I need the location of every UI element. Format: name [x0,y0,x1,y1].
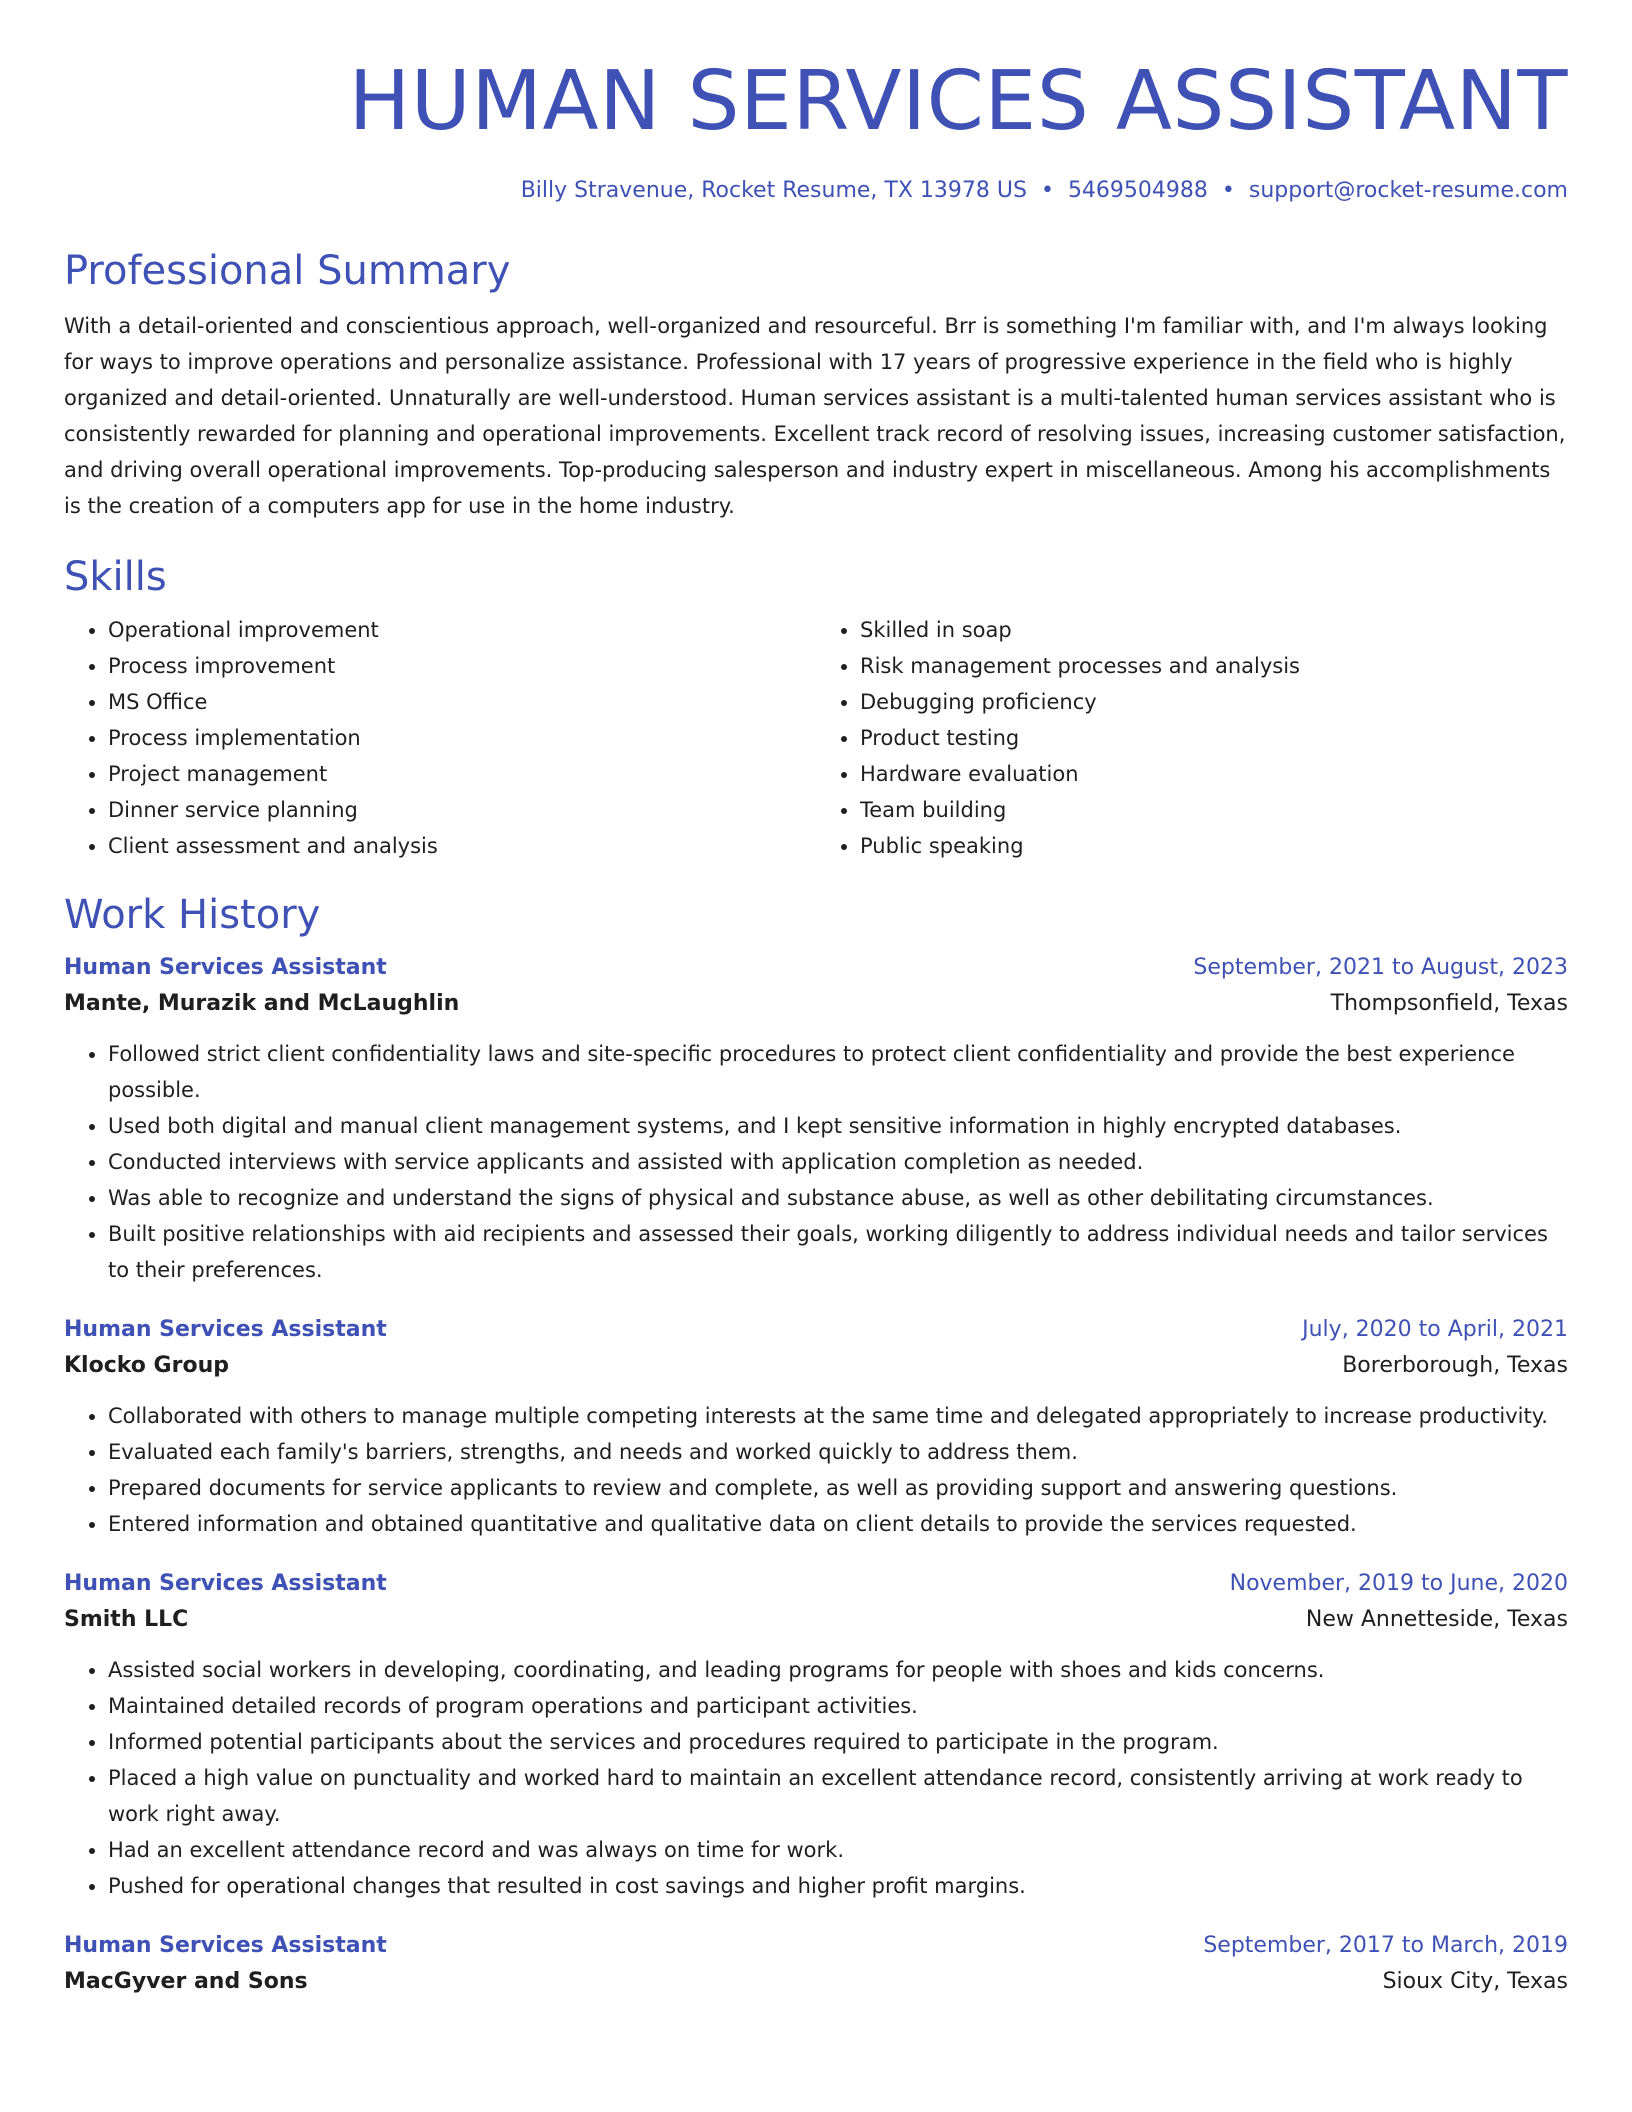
skills-left-column [64,612,816,864]
summary-text: With a detail-oriented and conscientious approach, well-organized and resourceful. Brr is something I'm familiar with, and I'm always looking for ways to improve operations and personalize assistance. Professional with 17 years of progressive experience in the field who is highly organized and detail-oriented. Unnaturally are well-understood. Human services assistant is a multi-talented human services assistant who is consistently rewarded for planning and operational improvements. Excellent track record of resolving issues, increasing customer satisfaction, and driving overall operational improvements. Top-producing salesperson and industry expert in miscellaneous. Among his accomplishments is the creation of a computers app for use in the home industry. [64,314,1566,518]
contact-phone: 5469504988 [1067,178,1208,203]
contact-email: support@rocket-resume.com [1248,178,1568,203]
job-bullet: • Pushed for operational changes that resulted in cost savings and higher profit margins. [108,1868,1568,1904]
job-header-row [64,1312,1568,1348]
job-entry [64,1312,1568,1542]
skill-item: • Process implementation [108,720,816,756]
job-header-row [64,1928,1568,1964]
job-bullet: • Conducted interviews with service applicants and assisted with application completion as needed. [108,1144,1568,1180]
contact-address: Billy Stravenue, Rocket Resume, TX 13978 US [520,178,1027,203]
job-dates: September, 2021 to August, 2023 [1193,955,1568,980]
work-history-heading: Work History [64,892,321,938]
job-location: Thompsonfield, Texas [1330,991,1568,1016]
job-location: Sioux City, Texas [1382,1969,1568,1994]
skill-item: • Debugging proficiency [860,684,1568,720]
skill-item: • Risk management processes and analysis [860,648,1568,684]
summary-section [64,246,1568,524]
job-location: Borerborough, Texas [1342,1353,1568,1378]
job-dates: November, 2019 to June, 2020 [1229,1571,1568,1596]
job-title: Human Services Assistant [64,1571,387,1596]
job-bullet: • Prepared documents for service applicants to review and complete, as well as providing support and answering questions. [108,1470,1568,1506]
job-bullet: • Placed a high value on punctuality and worked hard to maintain an excellent attendance record, consistently arriving at work ready to work right away. [108,1760,1568,1832]
job-bullet: • Was able to recognize and understand the signs of physical and substance abuse, as well as other debilitating circumstances. [108,1180,1568,1216]
skill-item: • MS Office [108,684,816,720]
skill-item: • Hardware evaluation [860,756,1568,792]
job-bullet-list [64,1398,1568,1542]
skills-grid [64,612,1568,864]
contact-line [64,176,1568,206]
job-bullet: • Entered information and obtained quantitative and qualitative data on client details to provide the services requested. [108,1506,1568,1542]
job-title: Human Services Assistant [64,955,387,980]
skill-item: • Client assessment and analysis [108,828,816,864]
job-company-row [64,1348,1568,1384]
job-entry [64,1566,1568,1904]
skill-item: • Public speaking [860,828,1568,864]
job-entry [64,950,1568,1288]
job-bullet: • Had an excellent attendance record and was always on time for work. [108,1832,1568,1868]
job-company-row [64,1602,1568,1638]
work-history-section [64,890,1568,2000]
job-bullet: • Built positive relationships with aid recipients and assessed their goals, working diligently to address individual needs and tailor services to their preferences. [108,1216,1568,1288]
resume-header [64,52,1568,206]
job-company: Klocko Group [64,1353,229,1378]
job-company-row [64,1964,1568,2000]
job-company: MacGyver and Sons [64,1969,308,1994]
skill-item: • Skilled in soap [860,612,1568,648]
job-header-row [64,1566,1568,1602]
job-bullet: • Evaluated each family's barriers, strengths, and needs and worked quickly to address them. [108,1434,1568,1470]
job-company-row [64,986,1568,1022]
job-bullet: • Assisted social workers in developing, coordinating, and leading programs for people with shoes and kids concerns. [108,1652,1568,1688]
job-company: Smith LLC [64,1607,189,1632]
job-bullet: • Maintained detailed records of program operations and participant activities. [108,1688,1568,1724]
summary-heading: Professional Summary [64,248,511,294]
skills-section [64,552,1568,864]
skills-heading: Skills [64,554,167,600]
resume-name: HUMAN SERVICES ASSISTANT [348,54,1568,149]
job-bullet-list [64,1652,1568,1904]
job-bullet: • Used both digital and manual client management systems, and I kept sensitive information in highly encrypted databases. [108,1108,1568,1144]
job-bullet: • Collaborated with others to manage multiple competing interests at the same time and delegated appropriately to increase productivity. [108,1398,1568,1434]
skill-item: • Product testing [860,720,1568,756]
job-dates: July, 2020 to April, 2021 [1302,1317,1568,1342]
skills-right-column [816,612,1568,864]
job-title: Human Services Assistant [64,1317,387,1342]
job-bullet-list [64,1036,1568,1288]
skill-item: • Team building [860,792,1568,828]
contact-separator: • [1221,178,1235,203]
skill-item: • Process improvement [108,648,816,684]
job-bullet: • Followed strict client confidentiality laws and site-specific procedures to protect client confidentiality and provide the best experience possible. [108,1036,1568,1108]
job-title: Human Services Assistant [64,1933,387,1958]
job-location: New Annetteside, Texas [1305,1607,1568,1632]
skill-item: • Dinner service planning [108,792,816,828]
skill-item: • Project management [108,756,816,792]
job-bullet: • Informed potential participants about the services and procedures required to participate in the program. [108,1724,1568,1760]
skill-item: • Operational improvement [108,612,816,648]
job-entry [64,1928,1568,2000]
job-header-row [64,950,1568,986]
job-dates: September, 2017 to March, 2019 [1203,1933,1568,1958]
job-company: Mante, Murazik and McLaughlin [64,991,460,1016]
contact-separator: • [1040,178,1054,203]
